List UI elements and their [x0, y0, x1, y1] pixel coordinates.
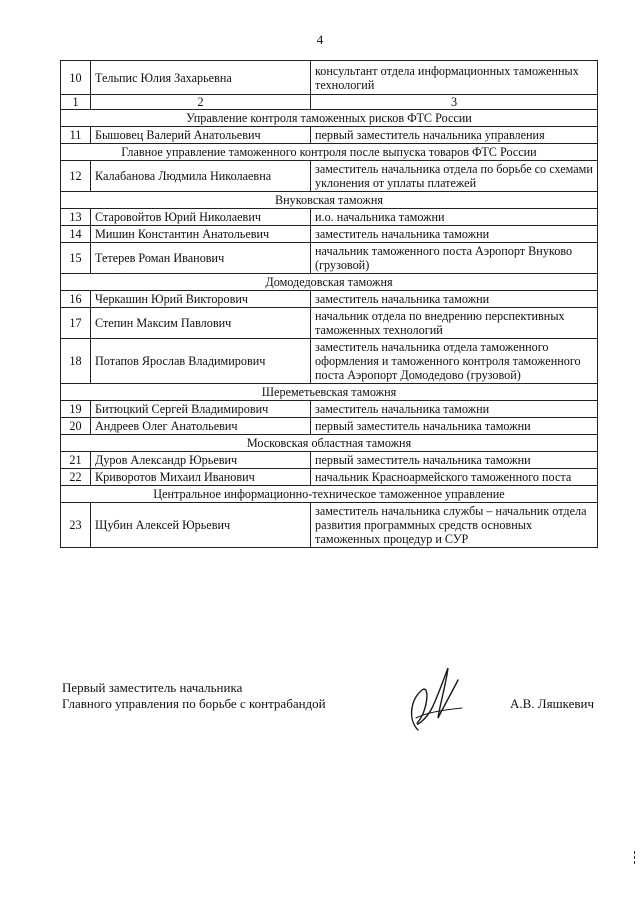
- column-header-row: [61, 95, 598, 110]
- employee-position: заместитель начальника таможни: [311, 291, 598, 308]
- employee-position: начальник таможенного поста Аэропорт Внуково (грузовой): [311, 243, 598, 274]
- section-header-row: [61, 192, 598, 209]
- employee-position: заместитель начальника таможни: [311, 401, 598, 418]
- signatory-title-line: Первый заместитель начальника: [62, 680, 243, 695]
- employee-name: Калабанова Людмила Николаевна: [91, 161, 311, 192]
- signatory-title: [62, 680, 326, 712]
- table-row: [61, 308, 598, 339]
- margin-mark: [633, 851, 637, 865]
- row-number: 14: [61, 226, 91, 243]
- personnel-table-body: [61, 61, 598, 548]
- employee-position: консультант отдела информационных таможенных технологий: [311, 61, 598, 95]
- table-row: [61, 503, 598, 548]
- table-row: [61, 418, 598, 435]
- signatory-title-line: Главного управления по борьбе с контрабандой: [62, 696, 326, 711]
- handwritten-signature: [388, 660, 478, 740]
- employee-position: первый заместитель начальника управления: [311, 127, 598, 144]
- column-header: 1: [61, 95, 91, 110]
- row-number: 16: [61, 291, 91, 308]
- section-header-row: [61, 486, 598, 503]
- employee-name: Мишин Константин Анатольевич: [91, 226, 311, 243]
- table-row: [61, 469, 598, 486]
- employee-name: Степин Максим Павлович: [91, 308, 311, 339]
- employee-position: первый заместитель начальника таможни: [311, 418, 598, 435]
- row-number: 22: [61, 469, 91, 486]
- row-number: 13: [61, 209, 91, 226]
- table-row: [61, 401, 598, 418]
- employee-name: Черкашин Юрий Викторович: [91, 291, 311, 308]
- section-title: Московская областная таможня: [61, 435, 598, 452]
- employee-name: Битюцкий Сергей Владимирович: [91, 401, 311, 418]
- section-title: Шереметьевская таможня: [61, 384, 598, 401]
- table-row: [61, 61, 598, 95]
- column-header: 3: [311, 95, 598, 110]
- employee-position: начальник Красноармейского таможенного поста: [311, 469, 598, 486]
- section-header-row: [61, 384, 598, 401]
- table-row: [61, 339, 598, 384]
- employee-name: Андреев Олег Анатольевич: [91, 418, 311, 435]
- table-row: [61, 452, 598, 469]
- employee-name: Тетерев Роман Иванович: [91, 243, 311, 274]
- row-number: 10: [61, 61, 91, 95]
- section-header-row: [61, 144, 598, 161]
- table-row: [61, 291, 598, 308]
- row-number: 21: [61, 452, 91, 469]
- row-number: 19: [61, 401, 91, 418]
- table-row: [61, 226, 598, 243]
- signatory-name: А.В. Ляшкевич: [510, 696, 595, 711]
- employee-name: Щубин Алексей Юрьевич: [91, 503, 311, 548]
- employee-position: начальник отдела по внедрению перспективных таможенных технологий: [311, 308, 598, 339]
- table-row: [61, 161, 598, 192]
- column-header: 2: [91, 95, 311, 110]
- section-header-row: [61, 435, 598, 452]
- row-number: 23: [61, 503, 91, 548]
- employee-position: заместитель начальника отдела по борьбе со схемами уклонения от уплаты платежей: [311, 161, 598, 192]
- table-row: [61, 127, 598, 144]
- section-header-row: [61, 274, 598, 291]
- row-number: 11: [61, 127, 91, 144]
- employee-position: первый заместитель начальника таможни: [311, 452, 598, 469]
- employee-position: заместитель начальника таможни: [311, 226, 598, 243]
- section-title: Домодедовская таможня: [61, 274, 598, 291]
- employee-name: Криворотов Михаил Иванович: [91, 469, 311, 486]
- employee-name: Потапов Ярослав Владимирович: [91, 339, 311, 384]
- row-number: 18: [61, 339, 91, 384]
- employee-name: Тельпис Юлия Захарьевна: [91, 61, 311, 95]
- employee-name: Старовойтов Юрий Николаевич: [91, 209, 311, 226]
- section-title: Центральное информационно-техническое таможенное управление: [61, 486, 598, 503]
- section-header-row: [61, 110, 598, 127]
- employee-position: заместитель начальника службы – начальник отдела развития программных средств основных таможенных процедур и СУР: [311, 503, 598, 548]
- row-number: 12: [61, 161, 91, 192]
- section-title: Главное управление таможенного контроля после выпуска товаров ФТС России: [61, 144, 598, 161]
- section-title: Внуковская таможня: [61, 192, 598, 209]
- employee-name: Бышовец Валерий Анатольевич: [91, 127, 311, 144]
- employee-position: заместитель начальника отдела таможенного оформления и таможенного контроля таможенного поста Аэропорт Домодедово (грузовой): [311, 339, 598, 384]
- row-number: 15: [61, 243, 91, 274]
- row-number: 20: [61, 418, 91, 435]
- employee-name: Дуров Александр Юрьевич: [91, 452, 311, 469]
- page-number: 4: [316, 32, 324, 47]
- personnel-table: [60, 60, 598, 548]
- employee-position: и.о. начальника таможни: [311, 209, 598, 226]
- row-number: 17: [61, 308, 91, 339]
- table-row: [61, 209, 598, 226]
- table-row: [61, 243, 598, 274]
- section-title: Управление контроля таможенных рисков ФТС России: [61, 110, 598, 127]
